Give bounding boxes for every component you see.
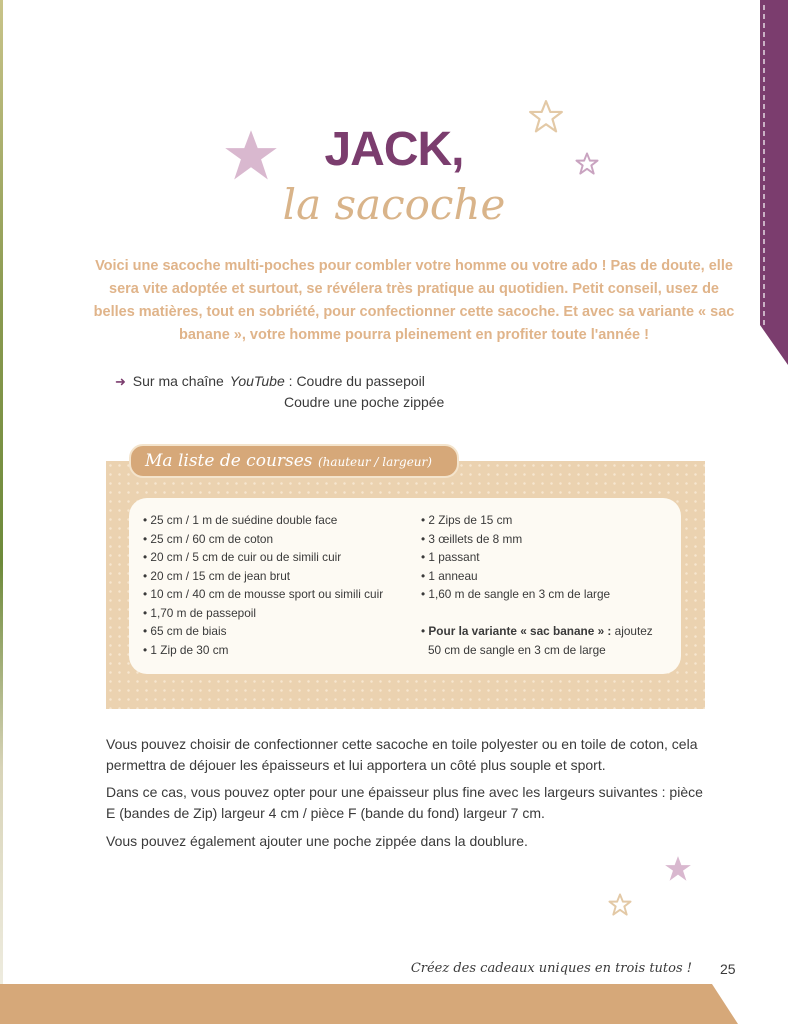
youtube-video-1: Coudre du passepoil [296, 373, 425, 389]
variant-note [421, 622, 653, 660]
list-item: • 3 œillets de 8 mm [421, 531, 523, 546]
list-item: • 1 anneau [421, 568, 478, 583]
variant-label: Pour la variante « sac banane » : [428, 624, 612, 638]
shopping-list-subtitle: (hauteur / largeur) [317, 455, 432, 469]
body-paragraph-3-text: Vous pouvez également ajouter une poche zippée dans la doublure. [106, 833, 528, 849]
star-outline-icon [608, 893, 632, 917]
youtube-video-2: Coudre une poche zippée [284, 394, 445, 410]
youtube-reference [115, 371, 445, 410]
list-item: • 1 Zip de 30 cm [143, 642, 229, 657]
variant-line-2: 50 cm de sangle en 3 cm de large [428, 643, 606, 657]
footer-tagline: Créez des cadeaux uniques en trois tutos ! [410, 961, 692, 976]
shopping-list-right [421, 511, 610, 604]
youtube-separator: : [288, 373, 293, 389]
list-item: • 1 passant [421, 550, 480, 564]
youtube-prefix: Sur ma chaîne [132, 373, 224, 389]
list-item: • 2 Zips de 15 cm [421, 513, 513, 527]
star-icon [664, 855, 692, 883]
list-item: • 20 cm / 15 cm de jean brut [143, 568, 291, 583]
body-paragraph-3 [106, 831, 711, 852]
intro-paragraph: Voici une sacoche multi-poches pour combler votre homme ou votre ado ! Pas de doute, elle sera vite adoptée et surtout, se révélera très pratique au quotidien. Petit conseil, usez de belles matières, tout en sobriété, pour confectionner cette sacoche. Et avec sa variante « sac banane », votre homme pourra pleinement en profiter toute l'année ! [93, 258, 735, 343]
shopping-list-title [129, 444, 459, 478]
list-item: • 20 cm / 5 cm de cuir ou de simili cuir [143, 550, 342, 564]
footer-bar [0, 984, 788, 1024]
youtube-channel: YouTube [229, 373, 285, 389]
list-item: • 65 cm de biais [143, 624, 227, 638]
body-paragraph-2 [106, 782, 711, 824]
arrow-right-icon: ➜ [115, 374, 126, 389]
page-title: JACK, [324, 123, 464, 176]
variant-bullet: • [421, 624, 426, 638]
list-item: • 25 cm / 60 cm de coton [143, 531, 274, 546]
list-item: • 10 cm / 40 cm de mousse sport ou simili cuir [143, 587, 384, 601]
body-paragraph-1 [106, 734, 711, 776]
body-paragraph-1-text: Vous pouvez choisir de confectionner cette sacoche en toile polyester ou en toile de coton, cela permettra de déjouer les épaisseurs et lui apportera un côté plus souple et sport. [106, 736, 698, 773]
list-item: • 25 cm / 1 m de suédine double face [143, 513, 338, 527]
body-paragraph-2-text: Dans ce cas, vous pouvez opter pour une épaisseur plus fine avec les largeurs suivantes : pièce E (bandes de Zip) largeur 4 cm / pièce F (bande du fond) largeur 7 cm. [106, 784, 703, 821]
page-number: 25 [720, 961, 736, 977]
page-subtitle: la sacoche [282, 180, 506, 229]
list-item: • 1,70 m de passepoil [143, 605, 256, 620]
variant-text: ajoutez [614, 624, 653, 638]
list-item: • 1,60 m de sangle en 3 cm de large [421, 587, 611, 601]
shopping-list-left [143, 511, 383, 659]
shopping-list-title-text: Ma liste de courses [145, 451, 313, 471]
